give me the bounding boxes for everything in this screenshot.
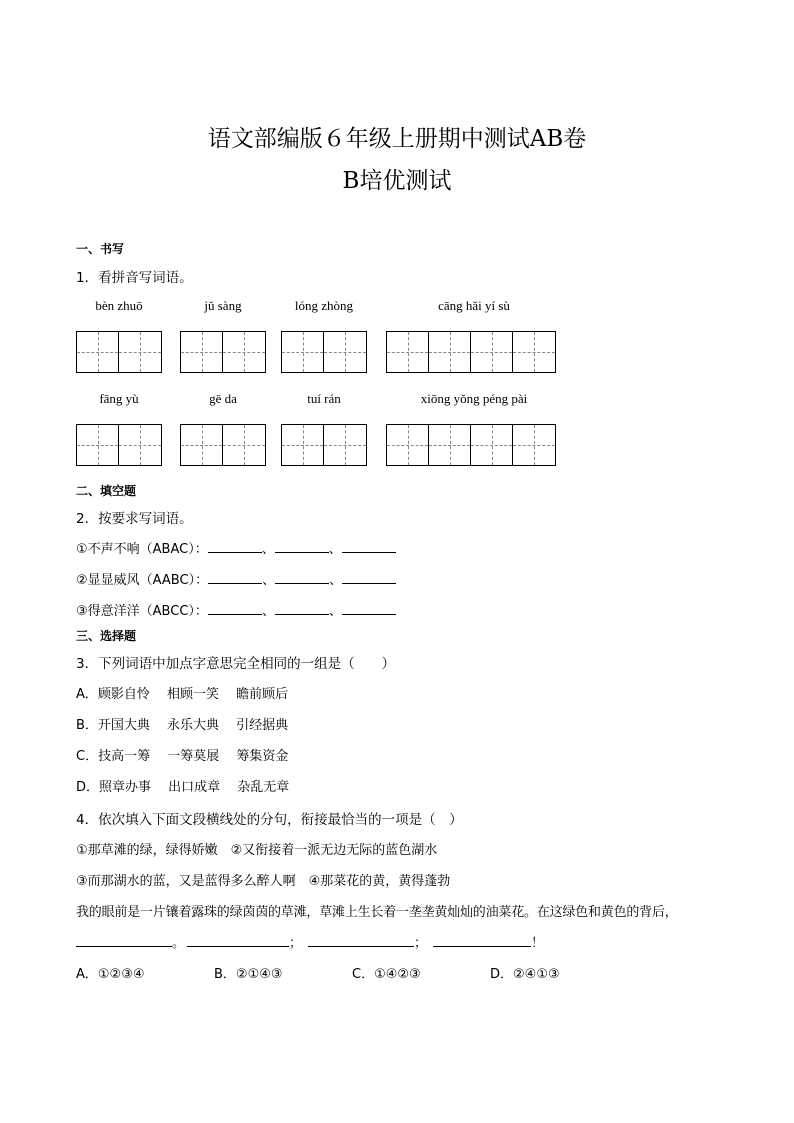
option-b[interactable]: B．②①④③ bbox=[214, 967, 283, 982]
punctuation: ！ bbox=[531, 936, 545, 951]
blank-separator: 、 bbox=[261, 604, 275, 619]
pinyin-label: xiōng yǒng péng pài bbox=[420, 391, 528, 406]
question-2: 2．按要求写词语。 bbox=[76, 511, 193, 527]
blank-separator: 、 bbox=[329, 573, 343, 588]
writing-grid[interactable] bbox=[281, 331, 367, 373]
section-heading-fill: 二、填空题 bbox=[76, 484, 137, 498]
punctuation: ； bbox=[289, 936, 303, 951]
clause-list: ③而那湖水的蓝，又是蓝得多么醉人啊 ④那菜花的黄，黄得蓬勃 bbox=[76, 874, 451, 889]
option-d[interactable]: D．②④①③ bbox=[490, 967, 560, 982]
clause-list: ①那草滩的绿，绿得娇嫩 ②又衔接着一派无边无际的蓝色湖水 bbox=[76, 843, 438, 858]
writing-grid[interactable] bbox=[76, 331, 162, 373]
option-c[interactable]: C．技高一筹 一筹莫展 筹集资金 bbox=[76, 749, 289, 764]
answer-blank[interactable] bbox=[187, 932, 289, 947]
answer-blank[interactable] bbox=[208, 538, 262, 553]
answer-blank[interactable] bbox=[76, 932, 172, 947]
question-3: 3．下列词语中加点字意思完全相同的一组是（ ） bbox=[76, 656, 396, 672]
passage-blanks bbox=[76, 932, 544, 951]
option-a[interactable]: A．顾影自怜 相顾一笑 瞻前顾后 bbox=[76, 687, 289, 702]
option-d[interactable]: D．照章办事 出口成章 杂乱无章 bbox=[76, 780, 290, 795]
answer-blank[interactable] bbox=[342, 600, 396, 615]
punctuation: 。 bbox=[172, 936, 186, 951]
option-a[interactable]: A．①②③④ bbox=[76, 967, 145, 982]
writing-grid[interactable] bbox=[180, 331, 266, 373]
fill-item-label: ②显显威风（AABC）： bbox=[76, 573, 209, 588]
writing-grid[interactable] bbox=[386, 424, 556, 466]
fill-item bbox=[76, 600, 396, 619]
pinyin-label: bèn zhuō bbox=[95, 298, 143, 313]
answer-blank[interactable] bbox=[433, 932, 531, 947]
passage-text: 我的眼前是一片镶着露珠的绿茵茵的草滩，草滩上生长着一垄垄黄灿灿的油菜花。在这绿色和黄色的背后， bbox=[76, 905, 678, 920]
writing-grid[interactable] bbox=[281, 424, 367, 466]
blank-separator: 、 bbox=[262, 573, 276, 588]
answer-blank[interactable] bbox=[342, 569, 396, 584]
fill-item-label: ③得意洋洋（ABCC）： bbox=[76, 604, 208, 619]
blank-separator: 、 bbox=[328, 604, 342, 619]
question-1: 1．看拼音写词语。 bbox=[76, 270, 193, 286]
answer-blank[interactable] bbox=[208, 600, 262, 615]
answer-blank[interactable] bbox=[275, 538, 329, 553]
answer-blank[interactable] bbox=[208, 569, 262, 584]
fill-item-label: ①不声不响（ABAC）： bbox=[76, 542, 208, 557]
blank-separator: 、 bbox=[261, 542, 275, 557]
pinyin-label: fāng yù bbox=[99, 391, 139, 406]
writing-grid[interactable] bbox=[180, 424, 266, 466]
fill-item bbox=[76, 538, 396, 557]
pinyin-label: jǔ sàng bbox=[204, 298, 242, 313]
question-4: 4．依次填入下面文段横线处的分句，衔接最恰当的一项是（ ） bbox=[76, 812, 463, 828]
pinyin-label: gē da bbox=[209, 391, 237, 406]
option-b[interactable]: B．开国大典 永乐大典 引经据典 bbox=[76, 718, 289, 733]
pinyin-label: tuí rán bbox=[307, 391, 341, 406]
punctuation: ； bbox=[414, 936, 428, 951]
fill-item bbox=[76, 569, 396, 588]
answer-blank[interactable] bbox=[275, 600, 329, 615]
pinyin-label: lóng zhòng bbox=[294, 298, 354, 313]
blank-separator: 、 bbox=[328, 542, 342, 557]
answer-blank[interactable] bbox=[308, 932, 414, 947]
section-heading-writing: 一、书写 bbox=[76, 242, 125, 256]
writing-grid[interactable] bbox=[386, 331, 556, 373]
title-line2: B培优测试 bbox=[342, 168, 452, 194]
pinyin-label: cāng hǎi yí sù bbox=[438, 298, 510, 313]
writing-grid[interactable] bbox=[76, 424, 162, 466]
answer-blank[interactable] bbox=[342, 538, 396, 553]
option-c[interactable]: C．①④②③ bbox=[352, 967, 421, 982]
title-line1: 语文部编版６年级上册期中测试AB卷 bbox=[207, 126, 587, 152]
section-heading-choice: 三、选择题 bbox=[76, 629, 137, 643]
answer-blank[interactable] bbox=[275, 569, 329, 584]
